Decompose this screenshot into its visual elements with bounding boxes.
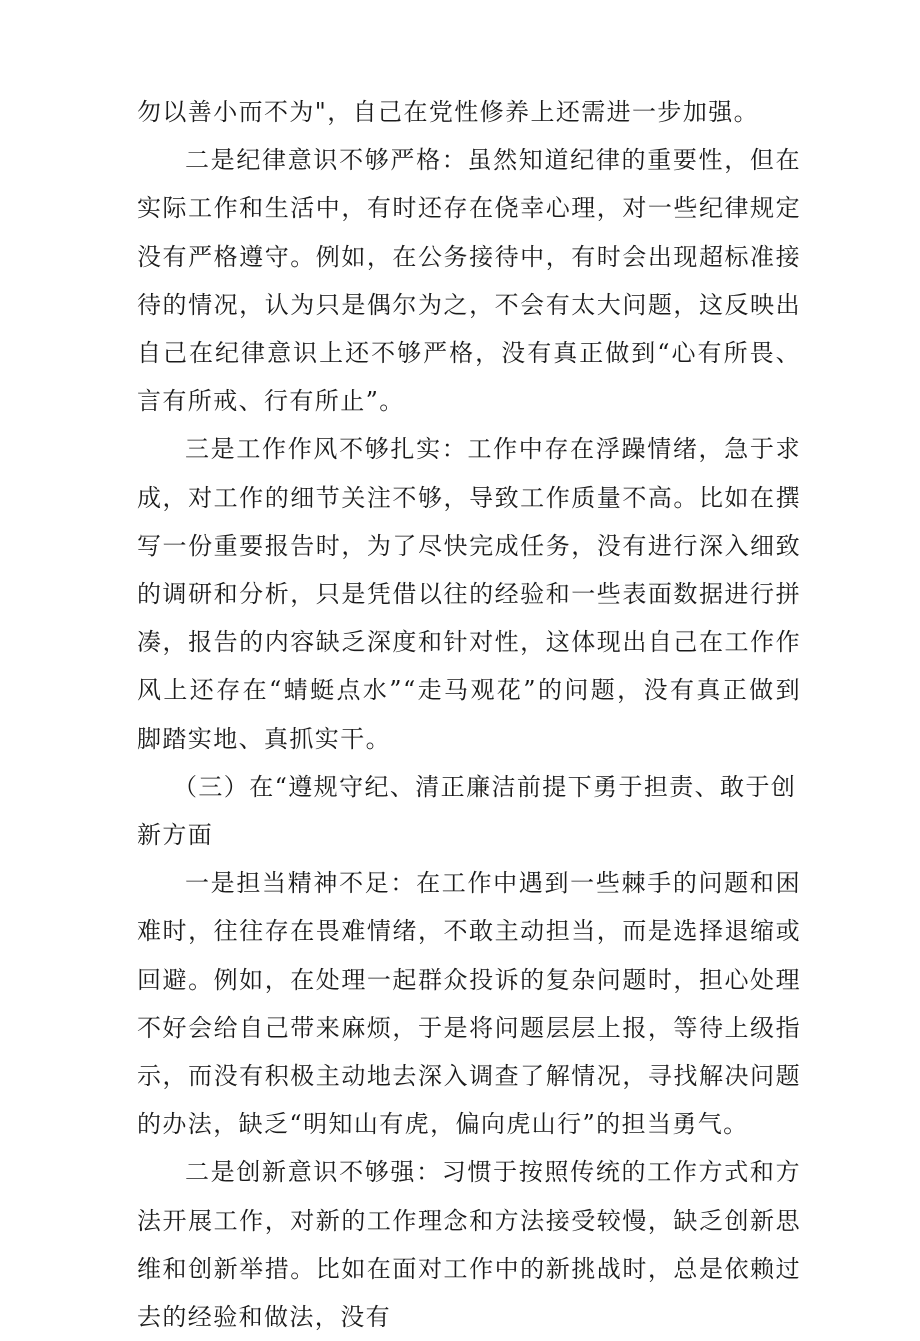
paragraph-continuation: 勿以善小而不为"，自己在党性修养上还需进一步加强。	[137, 98, 760, 126]
paragraph-innovation: 二是创新意识不够强：习惯于按照传统的工作方式和方法开展工作，对新的工作理念和方法接受较慢，缺乏创新思维和创新举措。比如在面对工作中的新挑战时，总是依赖过去的经验和做法，没有	[137, 1158, 801, 1332]
paragraph-responsibility: 一是担当精神不足：在工作中遇到一些棘手的问题和困难时，往往存在畏难情绪，不敢主动担当，而是选择退缩或回避。例如，在处理一起群众投诉的复杂问题时，担心处理不好会给自己带来麻烦，于是将问题层层上报，等待上级指示，而没有积极主动地去深入调查了解情况，寻找解决问题的办法，缺乏“明知山有虎，偏向虎山行”的担当勇气。	[137, 869, 801, 1139]
paragraph-discipline-awareness: 二是纪律意识不够严格：虽然知道纪律的重要性，但在实际工作和生活中，有时还存在侥幸心理，对一些纪律规定没有严格遵守。例如，在公务接待中，有时会出现超标准接待的情况，认为只是偶尔为之，不会有太大问题，这反映出自己在纪律意识上还不够严格，没有真正做到“心有所畏、言有所戒、行有所止”。	[137, 146, 801, 416]
section-heading-three: （三）在“遵规守纪、清正廉洁前提下勇于担责、敢于创新方面	[137, 772, 797, 850]
paragraph-work-style: 三是工作作风不够扎实：工作中存在浮躁情绪，急于求成，对工作的细节关注不够，导致工作质量不高。比如在撰写一份重要报告时，为了尽快完成任务，没有进行深入细致的调研和分析，只是凭借以往的经验和一些表面数据进行拼凑，报告的内容缺乏深度和针对性，这体现出自己在工作作风上还存在“蜻蜓点水”“走马观花”的问题，没有真正做到脚踏实地、真抓实干。	[137, 435, 801, 753]
document-body	[137, 88, 801, 1341]
